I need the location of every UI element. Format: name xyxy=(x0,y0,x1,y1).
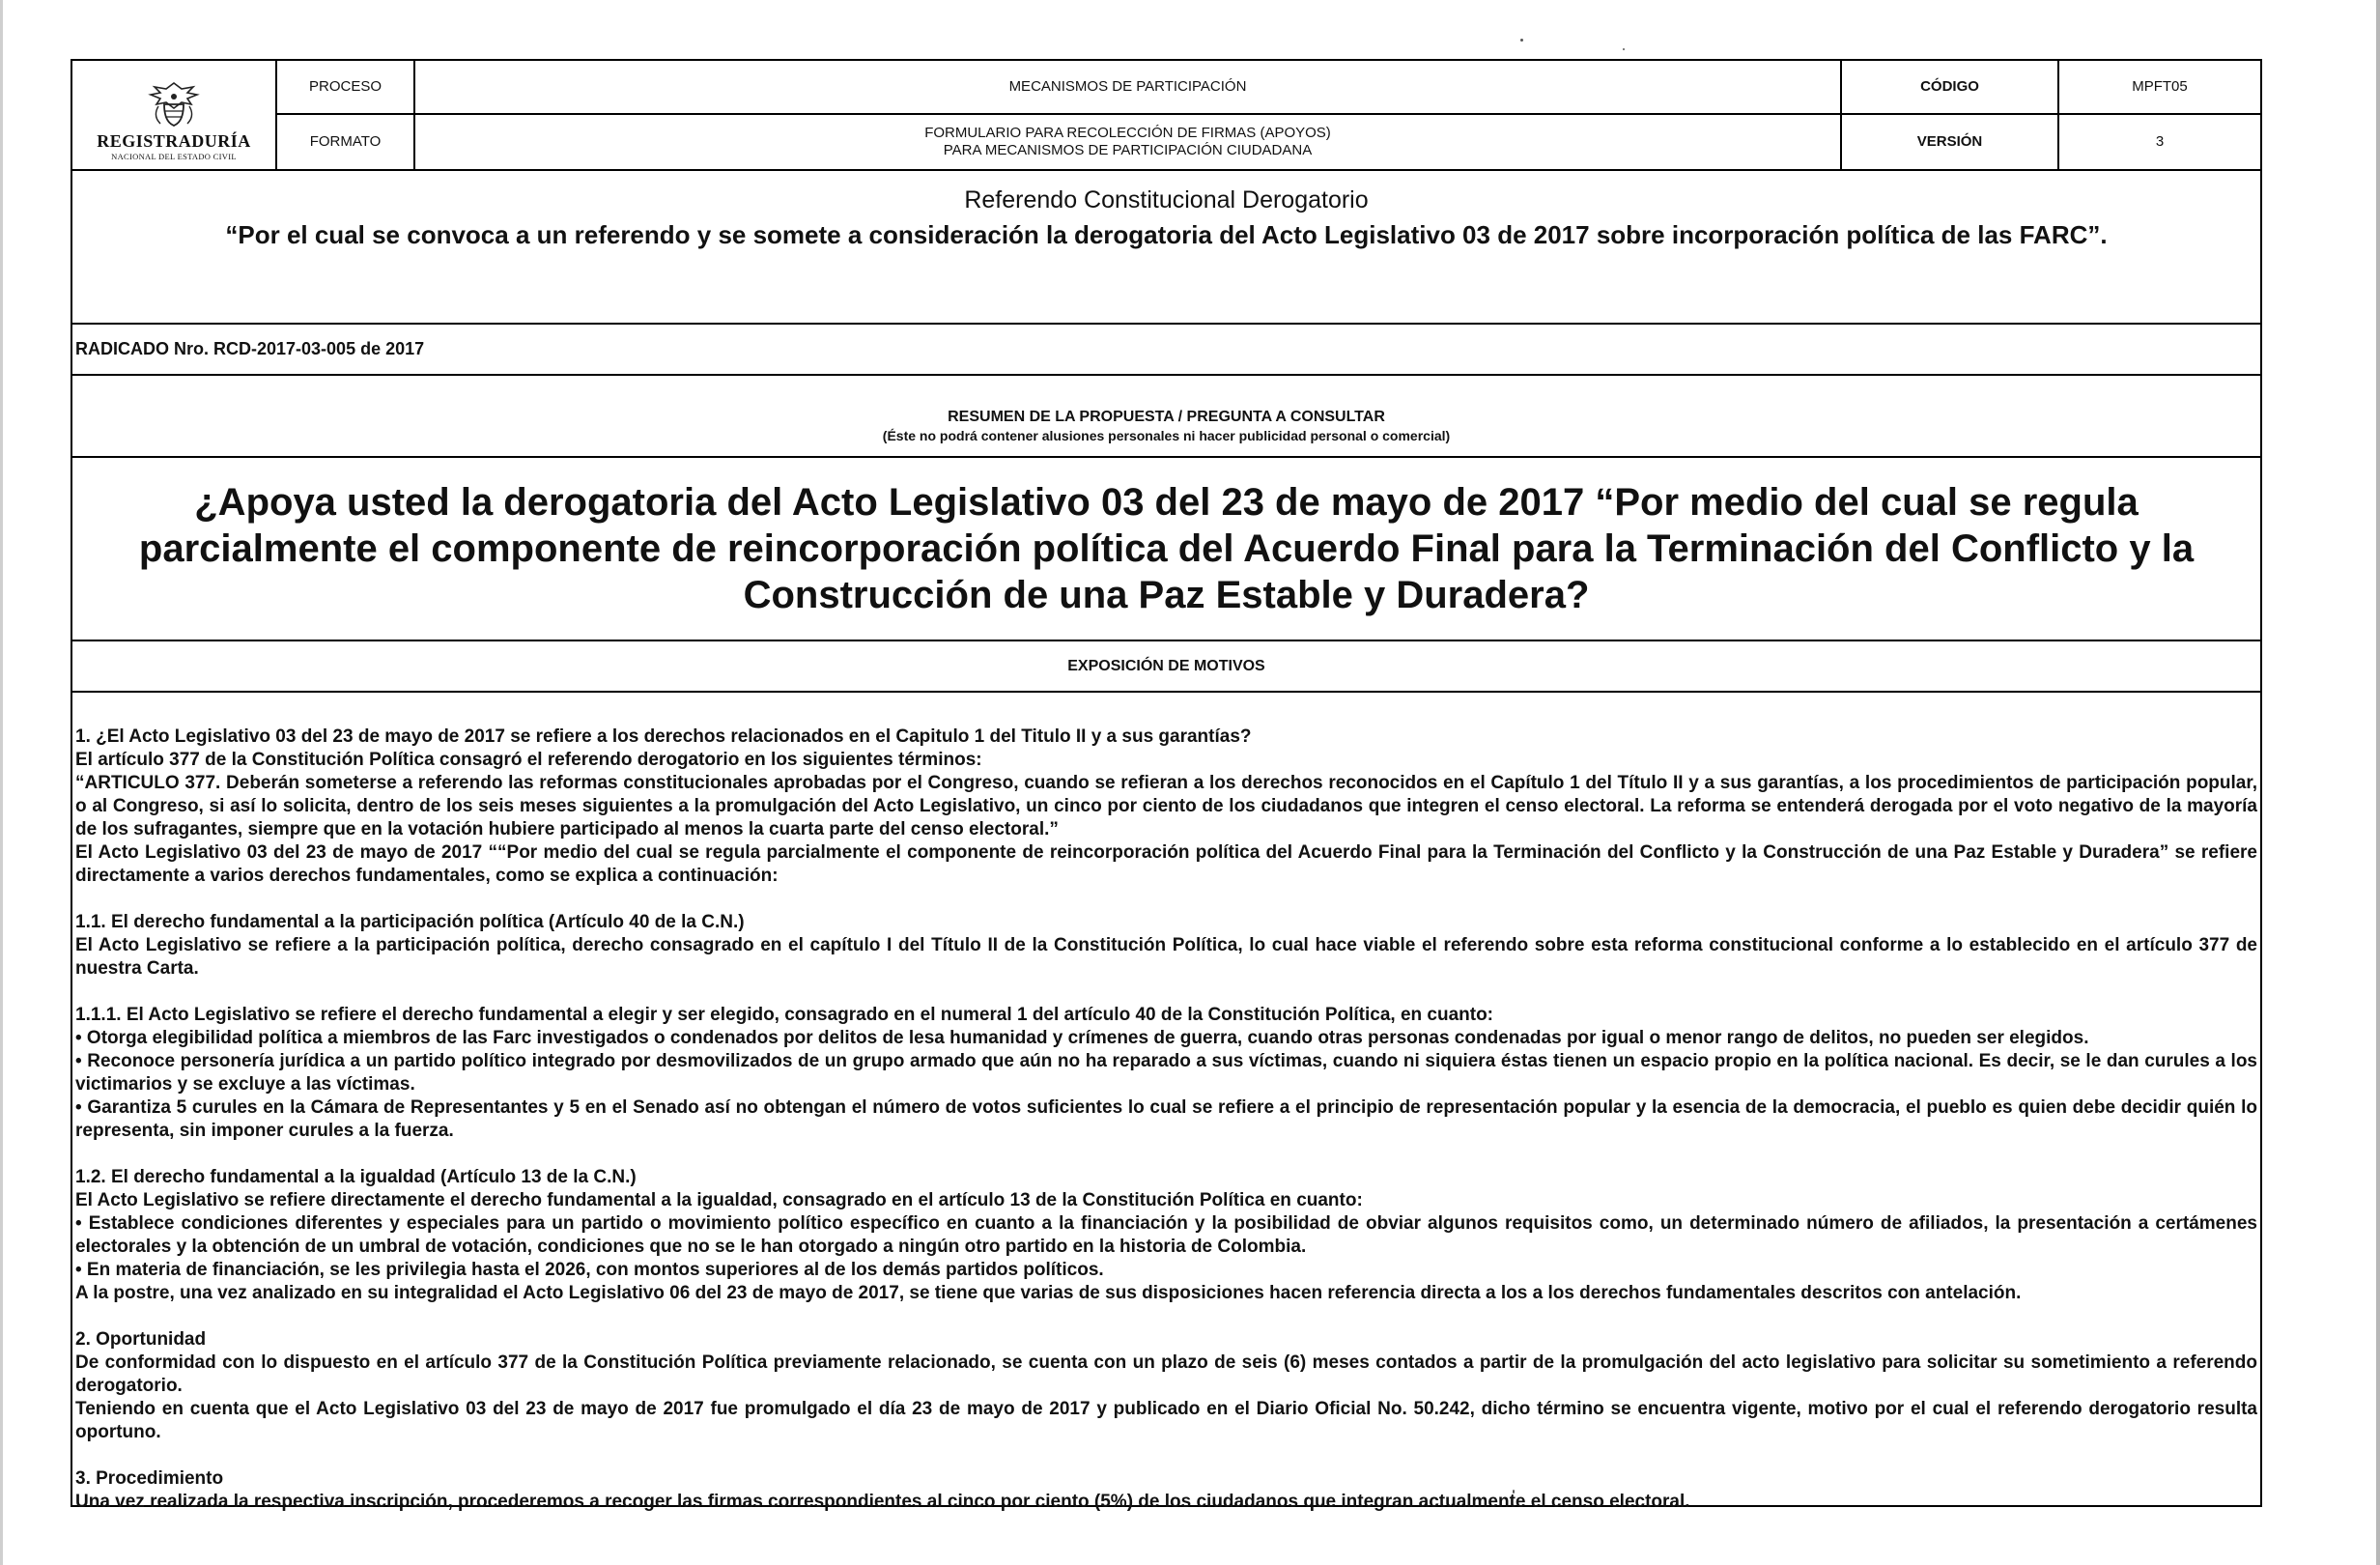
formato-label: FORMATO xyxy=(277,115,415,169)
codigo-value: MPFT05 xyxy=(2059,61,2260,115)
logo-subtitle: NACIONAL DEL ESTADO CIVIL xyxy=(111,152,237,161)
section-title: 2. Oportunidad xyxy=(75,1329,207,1350)
scan-speck xyxy=(1623,48,1625,50)
question-section xyxy=(72,458,2260,641)
list-item: • Establece condiciones diferentes y especiales para un partido o movimiento político específico en cuanto a la financiación y la posibilidad de obviar algunos requisitos como, un determinado número de afiliados, la presentación a certámenes electorales y la obtención de un umbral de votación, condiciones que no se le han otorgado a ningún otro partido en la historia de Colombia. xyxy=(75,1213,2257,1257)
codigo-label: CÓDIGO xyxy=(1842,61,2059,115)
list-item: • Otorga elegibilidad política a miembros de las Farc investigados o condenados por delitos de lesa humanidad y crímenes de guerra, cuando otras personas condenadas por igual o menor rango de delitos, no pueden ser elegidos. xyxy=(75,1028,2089,1048)
section-title: 1.1.1. El Acto Legislativo se refiere el derecho fundamental a elegir y ser elegido, consagrado en el numeral 1 del artículo 40 de la Constitución Política, en cuanto: xyxy=(75,1005,1494,1025)
form-header xyxy=(72,61,2260,171)
resumen-title: RESUMEN DE LA PROPUESTA / PREGUNTA A CONSULTAR xyxy=(948,409,1385,425)
paragraph: El Acto Legislativo se refiere a la participación política, derecho consagrado en el capítulo I del Título II de la Constitución Política, lo cual hace viable el referendo sobre esta reforma constitucional conforme a lo establecido en el artículo 377 de nuestra Carta. xyxy=(75,935,2257,979)
paragraph: Teniendo en cuenta que el Acto Legislativo 03 del 23 de mayo de 2017 fue promulgado el día 23 de mayo de 2017 y publicado en el Diario Oficial No. 50.242, dicho término se encuentra vigente, motivo por el cual el referendo derogatorio resulta oportuno. xyxy=(75,1399,2257,1442)
referendum-section xyxy=(72,169,2260,325)
proceso-value: MECANISMOS DE PARTICIPACIÓN xyxy=(415,61,1842,115)
exposicion-body xyxy=(75,679,2257,1514)
referendum-title: Referendo Constitucional Derogatorio xyxy=(964,186,1369,213)
paragraph: El artículo 377 de la Constitución Política consagró el referendo derogatorio en los siguientes términos: xyxy=(75,750,982,770)
referendum-subtitle: “Por el cual se convoca a un referendo y se somete a consideración la derogatoria del Acto Legislativo 03 de 2017 sobre incorporación política de las FARC”. xyxy=(225,220,2108,249)
formato-value-line2: PARA MECANISMOS DE PARTICIPACIÓN CIUDADANA xyxy=(943,142,1313,158)
question-text: ¿Apoya usted la derogatoria del Acto Legislativo 03 del 23 de mayo de 2017 “Por medio del cual se regula parcialmente el componente de reincorporación política del Acuerdo Final para la Terminación del Conflicto y la Construcción de una Paz Estable y Duradera? xyxy=(138,481,2195,616)
paragraph: Una vez realizada la respectiva inscripción, procederemos a recoger las firmas correspondientes al cinco por ciento (5%) de los ciudadanos que integran actualmente el censo electoral. xyxy=(75,1492,1690,1512)
paragraph: 1. ¿El Acto Legislativo 03 del 23 de mayo de 2017 se refiere a los derechos relacionados en el Capitulo 1 del Titulo II y a sus garantías? xyxy=(75,726,1252,747)
scan-speck xyxy=(1520,39,1523,42)
section-title: 1.2. El derecho fundamental a la igualdad (Artículo 13 de la C.N.) xyxy=(75,1167,637,1187)
list-item: • En materia de financiación, se les privilegia hasta el 2026, con montos superiores al de los demás partidos políticos. xyxy=(75,1260,1104,1280)
paragraph: A la postre, una vez analizado en su integralidad el Acto Legislativo 06 del 23 de mayo de 2017, se tiene que varias de sus disposiciones hacen referencia directa a los a los derechos fundamentales descritos con antelación. xyxy=(75,1283,2022,1303)
resumen-section xyxy=(72,376,2260,458)
exposicion-title: EXPOSICIÓN DE MOTIVOS xyxy=(1067,657,1265,674)
formato-value-line1: FORMULARIO PARA RECOLECCIÓN DE FIRMAS (APOYOS) xyxy=(924,125,1331,141)
scan-edge-left xyxy=(0,0,3,1565)
registraduria-logo xyxy=(72,61,277,169)
formato-value xyxy=(415,115,1842,169)
proceso-label: PROCESO xyxy=(277,61,415,115)
section-title: 1.1. El derecho fundamental a la participación política (Artículo 40 de la C.N.) xyxy=(75,912,745,932)
paragraph: De conformidad con lo dispuesto en el artículo 377 de la Constitución Política previamente relacionado, se cuenta con un plazo de seis (6) meses contados a partir de la promulgación del acto legislativo para solicitar su sometimiento a referendo derogatorio. xyxy=(75,1352,2257,1396)
version-value: 3 xyxy=(2155,133,2165,150)
paragraph: El Acto Legislativo se refiere directamente el derecho fundamental a la igualdad, consagrado en el artículo 13 de la Constitución Política en cuanto: xyxy=(75,1190,1363,1210)
paragraph: El Acto Legislativo 03 del 23 de mayo de 2017 ““Por medio del cual se regula parcialmente el componente de reincorporación política del Acuerdo Final para la Terminación del Conflicto y la Construcción de una Paz Estable y Duradera” se refiere directamente a varios derechos fundamentales, como se explica a continuación: xyxy=(75,842,2257,886)
coat-of-arms-icon xyxy=(145,79,203,129)
form-sheet xyxy=(71,59,2262,1512)
scan-edge-right xyxy=(2376,0,2380,1565)
list-item: • Garantiza 5 curules en la Cámara de Representantes y 5 en el Senado así no obtengan el número de votos suficientes lo cual se refiere a el principio de representación popular y la esencia de la democracia, el pueblo es quien debe decidir quién lo representa, sin imponer curules a la fuerza. xyxy=(75,1097,2257,1141)
section-title: 3. Procedimiento xyxy=(75,1468,224,1489)
resumen-note: (Éste no podrá contener alusiones personales ni hacer publicidad personal o comercial) xyxy=(882,428,1451,443)
radicado-number: RADICADO Nro. RCD-2017-03-005 de 2017 xyxy=(75,339,425,358)
version-label: VERSIÓN xyxy=(1842,115,2059,169)
logo-name: REGISTRADURÍA xyxy=(97,131,251,151)
list-item: • Reconoce personería jurídica a un partido político integrado por desmovilizados de un grupo armado que aún no ha reparado a sus víctimas, cuando ni siquiera éstas tienen un espacio propio en la política nacional. Es decir, se le dan curules a los victimarios y se excluye a las víctimas. xyxy=(75,1051,2257,1095)
radicado-row xyxy=(72,325,2260,376)
paragraph: “ARTICULO 377. Deberán someterse a referendo las reformas constitucionales aprobadas por el Congreso, cuando se refieran a los derechos reconocidos en el Capítulo 1 del Título II y a sus garantías, a los procedimientos de participación popular, o al Congreso, si así lo solicita, dentro de los seis meses siguientes a la promulgación del Acto Legislativo, un cinco por ciento de los ciudadanos que integren el censo electoral. La reforma se entenderá derogada por el voto negativo de la mayoría de los sufragantes, siempre que en la votación hubiere participado al menos la cuarta parte del censo electoral.” xyxy=(75,773,2257,839)
